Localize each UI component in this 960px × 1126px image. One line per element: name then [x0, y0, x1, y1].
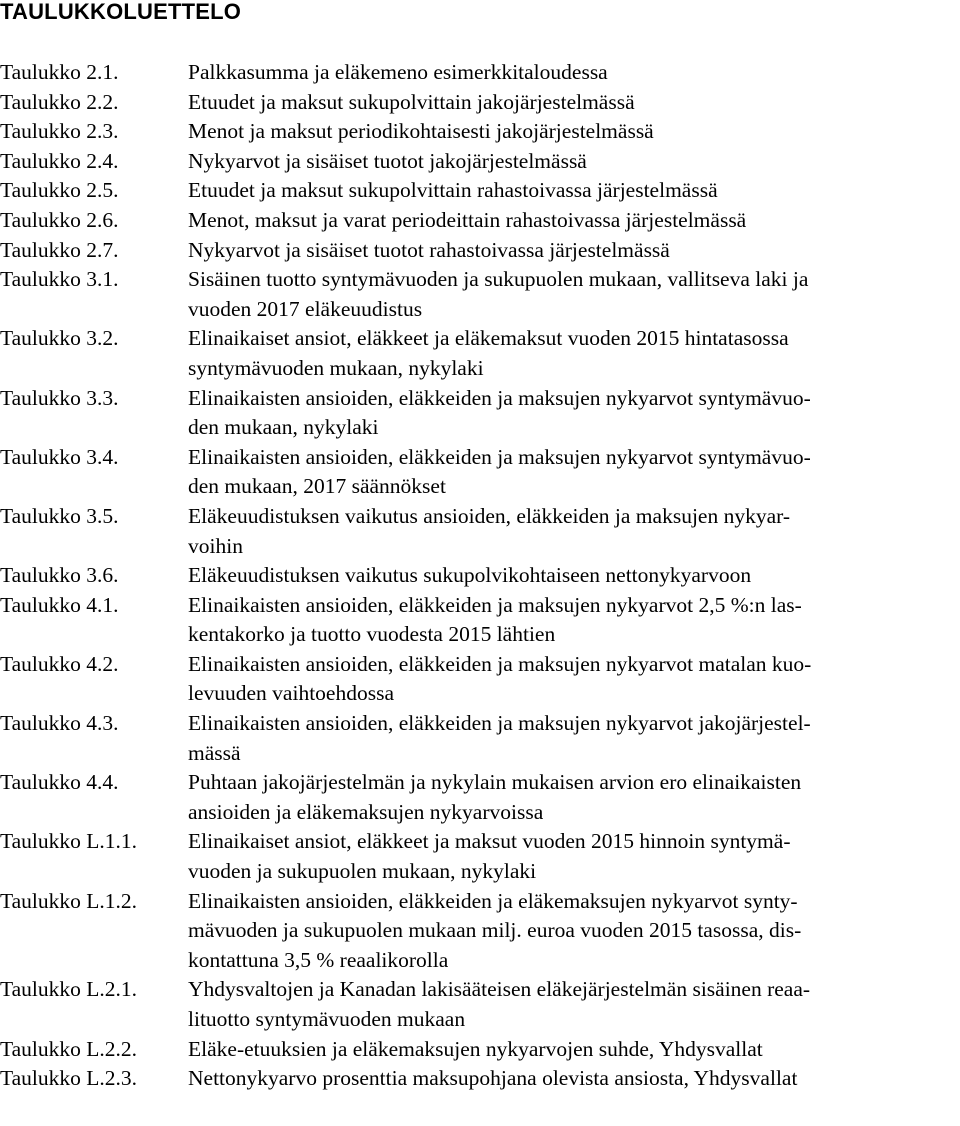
table-title-line: Eläkeuudistuksen vaikutus ansioiden, eläkkeiden ja maksujen nykyar-	[188, 503, 791, 528]
list-item	[0, 117, 960, 147]
table-number: Taulukko L.1.1.	[0, 829, 138, 854]
table-title-line: Menot, maksut ja varat periodeittain rahastoivassa järjestelmässä	[188, 207, 747, 232]
table-number: Taulukko 2.7.	[0, 237, 119, 262]
list-item	[0, 384, 960, 443]
table-title-line: Eläkeuudistuksen vaikutus sukupolvikohtaiseen nettonykyarvoon	[188, 563, 752, 588]
table-title	[188, 236, 950, 266]
list-item	[0, 650, 960, 709]
table-title-line: den mukaan, 2017 säännökset	[188, 474, 446, 499]
table-title-line: Elinaikaisten ansioiden, eläkkeiden ja maksujen nykyarvot syntymävuo-	[188, 385, 811, 410]
table-title	[188, 827, 950, 886]
table-number: Taulukko 4.4.	[0, 770, 119, 795]
table-title-line: Eläke-etuuksien ja eläkemaksujen nykyarvojen suhde, Yhdysvallat	[188, 1036, 763, 1061]
table-title	[188, 324, 950, 383]
table-title-line: mässä	[188, 740, 241, 765]
list-item	[0, 236, 960, 266]
table-title-line: Elinaikaisten ansioiden, eläkkeiden ja maksujen nykyarvot jakojärjestel-	[188, 711, 811, 736]
table-title-line: mävuoden ja sukupuolen mukaan milj. euroa vuoden 2015 tasossa, dis-	[188, 918, 802, 943]
list-item	[0, 443, 960, 502]
table-number: Taulukko 3.6.	[0, 563, 119, 588]
table-title-line: kentakorko ja tuotto vuodesta 2015 lähtien	[188, 622, 556, 647]
table-title-line: den mukaan, nykylaki	[188, 415, 379, 440]
table-number: Taulukko 2.6.	[0, 207, 119, 232]
list-item	[0, 58, 960, 88]
table-title-line: vuoden 2017 eläkeuudistus	[188, 296, 423, 321]
table-title-line: Elinaikaisten ansioiden, eläkkeiden ja maksujen nykyarvot syntymävuo-	[188, 444, 811, 469]
table-title-line: Elinaikaisten ansioiden, eläkkeiden ja eläkemaksujen nykyarvot synty-	[188, 888, 798, 913]
table-title-line: syntymävuoden mukaan, nykylaki	[188, 355, 484, 380]
table-title-line: Etuudet ja maksut sukupolvittain jakojärjestelmässä	[188, 89, 635, 114]
table-title-line: ansioiden ja eläkemaksujen nykyarvoissa	[188, 799, 544, 824]
table-number: Taulukko L.2.3.	[0, 1066, 138, 1091]
table-title-line: Nykyarvot ja sisäiset tuotot rahastoivassa järjestelmässä	[188, 237, 670, 262]
table-list	[0, 58, 960, 1094]
table-number: Taulukko 3.4.	[0, 444, 119, 469]
table-title	[188, 176, 950, 206]
table-title	[188, 1064, 950, 1094]
table-number: Taulukko 4.3.	[0, 711, 119, 736]
table-number: Taulukko 2.2.	[0, 89, 119, 114]
table-number: Taulukko 2.1.	[0, 60, 119, 84]
table-title-line: Etuudet ja maksut sukupolvittain rahastoivassa järjestelmässä	[188, 178, 718, 203]
list-item	[0, 324, 960, 383]
table-title-line: Puhtaan jakojärjestelmän ja nykylain mukaisen arvion ero elinaikaisten	[188, 770, 802, 795]
table-title-line: levuuden vaihtoehdossa	[188, 681, 394, 706]
table-number: Taulukko 3.2.	[0, 326, 119, 351]
list-item	[0, 1035, 960, 1065]
table-title-line: Elinaikaisten ansioiden, eläkkeiden ja maksujen nykyarvot matalan kuo-	[188, 651, 812, 676]
list-item	[0, 147, 960, 177]
table-title-line: Elinaikaisten ansioiden, eläkkeiden ja maksujen nykyarvot 2,5 %:n las-	[188, 592, 802, 617]
table-number: Taulukko 3.1.	[0, 267, 119, 292]
table-number: Taulukko 2.3.	[0, 119, 119, 144]
table-number: Taulukko L.2.1.	[0, 977, 138, 1002]
list-item	[0, 827, 960, 886]
table-number: Taulukko 2.5.	[0, 178, 119, 203]
table-title	[188, 58, 950, 88]
table-title	[188, 768, 950, 827]
table-title	[188, 384, 950, 443]
table-title-line: Nykyarvot ja sisäiset tuotot jakojärjestelmässä	[188, 148, 587, 173]
table-title	[188, 117, 950, 147]
table-title-line: Sisäinen tuotto syntymävuoden ja sukupuolen mukaan, vallitseva laki ja	[188, 267, 809, 292]
table-title	[188, 887, 950, 976]
table-number: Taulukko L.1.2.	[0, 888, 138, 913]
list-item	[0, 88, 960, 118]
list-item	[0, 768, 960, 827]
list-item	[0, 887, 960, 976]
table-title-line: Elinaikaiset ansiot, eläkkeet ja maksut vuoden 2015 hinnoin syntymä-	[188, 829, 791, 854]
table-title	[188, 502, 950, 561]
table-title-line: voihin	[188, 533, 243, 558]
list-item	[0, 1064, 960, 1094]
table-title	[188, 591, 950, 650]
list-item	[0, 206, 960, 236]
table-title	[188, 975, 950, 1034]
table-number: Taulukko 2.4.	[0, 148, 119, 173]
list-item	[0, 265, 960, 324]
table-number: Taulukko 4.2.	[0, 651, 119, 676]
table-title	[188, 709, 950, 768]
table-number: Taulukko 3.5.	[0, 503, 119, 528]
table-title-line: Menot ja maksut periodikohtaisesti jakojärjestelmässä	[188, 119, 654, 144]
table-title-line: vuoden ja sukupuolen mukaan, nykylaki	[188, 859, 537, 884]
list-item	[0, 709, 960, 768]
table-number: Taulukko 3.3.	[0, 385, 119, 410]
list-item	[0, 176, 960, 206]
table-title-line: kontattuna 3,5 % reaalikorolla	[188, 947, 449, 972]
table-number: Taulukko L.2.2.	[0, 1036, 138, 1061]
table-title	[188, 650, 950, 709]
table-title	[188, 1035, 950, 1065]
table-title	[188, 561, 950, 591]
table-title-line: Palkkasumma ja eläkemeno esimerkkitaloudessa	[188, 60, 608, 84]
page-heading: TAULUKKOLUETTELO	[0, 0, 242, 24]
list-item	[0, 591, 960, 650]
list-item	[0, 502, 960, 561]
table-title-line: Yhdysvaltojen ja Kanadan lakisääteisen eläkejärjestelmän sisäinen reaa-	[188, 977, 811, 1002]
table-title	[188, 88, 950, 118]
table-title	[188, 443, 950, 502]
table-title	[188, 206, 950, 236]
table-title	[188, 147, 950, 177]
table-number: Taulukko 4.1.	[0, 592, 119, 617]
table-title	[188, 265, 950, 324]
list-item	[0, 561, 960, 591]
table-title-line: Nettonykyarvo prosenttia maksupohjana olevista ansiosta, Yhdysvallat	[188, 1066, 798, 1091]
table-title-line: lituotto syntymävuoden mukaan	[188, 1007, 466, 1031]
list-item	[0, 975, 960, 1034]
table-title-line: Elinaikaiset ansiot, eläkkeet ja eläkemaksut vuoden 2015 hintatasossa	[188, 326, 789, 351]
